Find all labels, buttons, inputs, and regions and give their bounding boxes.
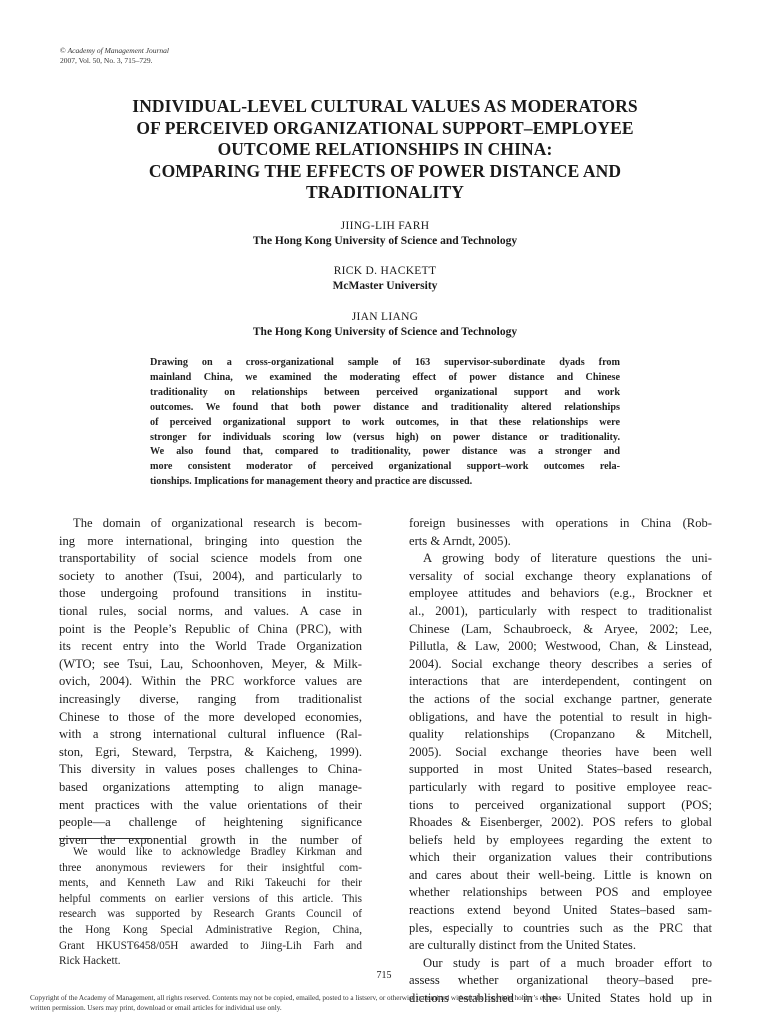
body-line: This diversity in values poses challenges to China-	[59, 762, 362, 777]
footnote-line: the Hong Kong Special Administrative Region, China,	[59, 923, 362, 936]
body-line: Our study is part of a much broader effort to	[423, 955, 712, 970]
footnote-line: Rick Hackett.	[59, 955, 121, 968]
author-2	[60, 264, 710, 294]
body-line: which their organization values their contributions	[409, 850, 712, 865]
body-line: based organizations attempting to align manage-	[59, 779, 362, 794]
body-line: quality relationships (Cropanzano & Mitchell,	[409, 727, 712, 742]
body-line: ovich, 2004). Within the PRC workforce values are	[59, 674, 362, 689]
body-line: those undergoing profound transitions in institu-	[59, 586, 362, 601]
title-line: OF PERCEIVED ORGANIZATIONAL SUPPORT–EMPLOYEE	[136, 117, 634, 138]
body-line: transportability of social science models from one	[59, 551, 362, 566]
body-line: ment practices with the value orientations of their	[59, 797, 362, 812]
body-line: supported in most United States–based research,	[409, 762, 712, 777]
body-line: Pillutla, & Law, 2000; Westwood, Chan, & Linstead,	[409, 639, 712, 654]
journal-name-line	[60, 46, 169, 56]
body-line: tions to perceived organizational support (POS;	[409, 797, 712, 812]
abstract-line: outcomes. We found that both power distance and traditionality altered relationships	[150, 401, 620, 413]
body-line: are culturally distinct from the United States.	[409, 938, 636, 953]
title-line: INDIVIDUAL-LEVEL CULTURAL VALUES AS MODERATORS	[132, 96, 638, 116]
body-line: interactions that are interdependent, contingent on	[409, 674, 712, 689]
abstract-line: We also found that, compared to traditionality, power distance was a stronger and	[150, 446, 620, 458]
body-line: point is the People’s Republic of China (PRC), with	[59, 621, 362, 636]
body-line: foreign businesses with operations in China (Rob-	[409, 516, 712, 530]
abstract-line: Drawing on a cross-organizational sample of 163 supervisor-subordinate dyads from	[150, 357, 620, 368]
body-line: ples, especially to countries such as the PRC that	[409, 920, 712, 935]
body-line: with a strong international cultural influence (Ral-	[59, 727, 362, 742]
body-line: dictions established in the United States hold up in	[409, 991, 712, 1006]
abstract-line: of perceived organizational support to work outcomes, in that these relationships were	[150, 416, 620, 428]
abstract-line: mainland China, we examined the moderating effect of power distance and Chinese	[150, 371, 620, 383]
author-name: RICK D. HACKETT	[333, 265, 437, 277]
article-title	[60, 96, 710, 204]
title-line: COMPARING THE EFFECTS OF POWER DISTANCE AND	[148, 160, 622, 181]
body-line: A growing body of literature questions the uni-	[423, 551, 712, 566]
body-line: Rhoades & Eisenberger, 2002). POS refers to global	[409, 815, 712, 830]
footnote-line: Grant HKUST6458/05H awarded to Jiing-Lih Farh and	[59, 939, 362, 952]
author-name: JIING-LIH FARH	[340, 220, 430, 232]
author-1	[60, 219, 710, 249]
abstract-line: stronger for individuals scoring low (versus high) on power distance or traditionality.	[150, 431, 620, 443]
footnote-line: ments, and Kenneth Law and Riki Takeuchi for their	[59, 877, 362, 890]
body-line: ston, Egri, Steward, Terpstra, & Kaicheng, 1999).	[59, 744, 362, 759]
journal-citation	[60, 46, 169, 66]
body-line: erts & Arndt, 2005).	[409, 533, 511, 548]
footnote-line: research was supported by Research Grants Council of	[59, 908, 362, 921]
body-line: and cares about their well-being. Little is known on	[409, 867, 712, 882]
acknowledgment-footnote	[59, 845, 362, 970]
body-line: society to another (Tsui, 2004), and particularly to	[59, 568, 362, 583]
body-line: particularly with regard to positive employee reac-	[409, 779, 712, 794]
body-line: al., 2001), particularly with respect to traditionalist	[409, 603, 712, 618]
author-3	[60, 310, 710, 340]
body-line: tional rules, social norms, and values. A case in	[59, 603, 362, 618]
author-affiliation: McMaster University	[332, 280, 438, 292]
body-line: the actions of the social exchange partner, generate	[409, 691, 712, 706]
body-line: given the exponential growth in the number of	[59, 832, 362, 847]
footnote-line: helpful comments on earlier versions of this article. This	[59, 892, 362, 905]
abstract-line: tionships. Implications for management theory and practice are discussed.	[150, 476, 473, 488]
copyright-line: Copyright of the Academy of Management, all rights reserved. Contents may not be copied, emailed, posted to a listserv, or otherwise transmitted without the copyright holder’s express	[30, 994, 562, 1002]
body-line: whether relationships between POS and employee	[409, 885, 712, 900]
footnote-line: three anonymous reviewers for their insightful com-	[59, 861, 362, 874]
body-line: versality of social exchange theory explanations of	[409, 568, 712, 583]
body-line: 2004). Social exchange theory describes a series of	[409, 656, 712, 671]
body-line: beliefs held by employees regarding the extent to	[409, 832, 712, 847]
body-column-right	[409, 515, 712, 1008]
body-line: increasingly diverse, ranging from traditionalist	[59, 691, 362, 706]
author-affiliation: The Hong Kong University of Science and Technology	[252, 235, 518, 247]
body-line: (WTO; see Tsui, Lau, Schoonhoven, Meyer, & Milk-	[59, 656, 362, 671]
page-number: 715	[376, 970, 392, 981]
body-line: reactions extend beyond United States–based sam-	[409, 903, 712, 918]
body-line: Chinese (Lam, Schaubroeck, & Aryee, 2002; Lee,	[409, 621, 712, 636]
title-line: OUTCOME RELATIONSHIPS IN CHINA:	[217, 139, 553, 159]
abstract	[150, 356, 620, 490]
title-line: TRADITIONALITY	[306, 182, 464, 202]
journal-volume-line: 2007, Vol. 50, No. 3, 715–729.	[60, 56, 153, 65]
copyright-symbol: ©	[60, 46, 66, 55]
author-affiliation: The Hong Kong University of Science and Technology	[252, 326, 518, 338]
body-line: assess whether organizational theory–based pre-	[409, 973, 712, 988]
body-line: ing more international, bringing into question the	[59, 533, 362, 548]
body-line: 2005). Social exchange theories have been well	[409, 744, 712, 759]
body-line: its recent entry into the World Trade Organization	[59, 639, 362, 654]
footnote-divider	[59, 838, 151, 839]
copyright-notice	[30, 993, 730, 1013]
body-column-left	[59, 515, 362, 849]
body-line: Chinese to those of the more developed economies,	[59, 709, 362, 724]
author-name: JIAN LIANG	[351, 311, 419, 323]
body-line: The domain of organizational research is becom-	[73, 516, 362, 530]
body-line: people—a challenge of heightening significance	[59, 815, 362, 830]
footnote-line: We would like to acknowledge Bradley Kirkman and	[73, 846, 362, 858]
journal-name: Academy of Management Journal	[67, 46, 170, 55]
body-line: employee attitudes and behaviors (e.g., Brockner et	[409, 586, 712, 601]
abstract-line: more consistent moderator of perceived organizational support–work outcomes rela-	[150, 461, 620, 473]
abstract-line: traditionality on relationships between perceived organizational support and work	[150, 386, 620, 398]
body-line: obligations, and have the potential to result in high-	[409, 709, 712, 724]
copyright-line: written permission. Users may print, download or email articles for individual use only.	[30, 1004, 282, 1012]
